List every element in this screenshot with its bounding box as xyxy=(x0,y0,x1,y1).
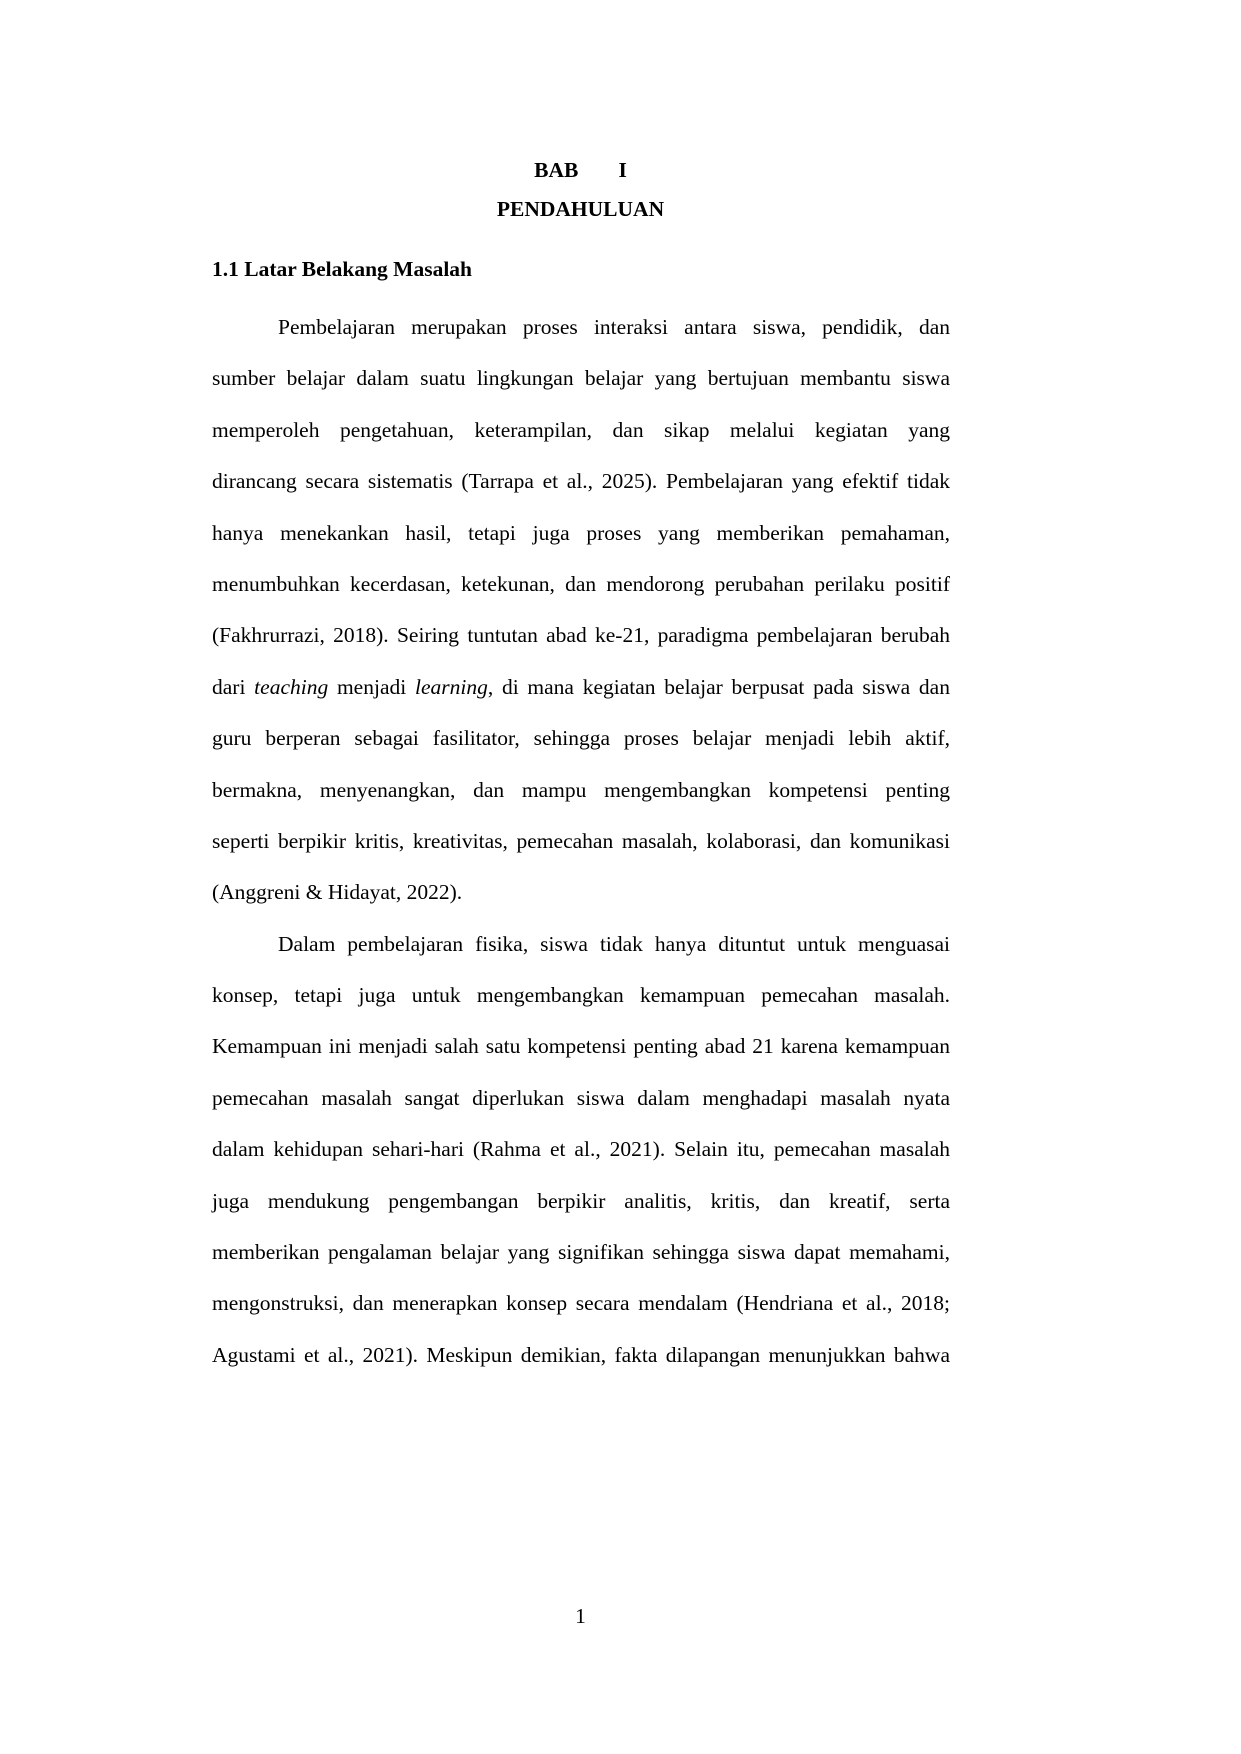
section-heading: 1.1 Latar Belakang Masalah xyxy=(212,257,473,281)
paragraph xyxy=(212,302,950,919)
text-line: Pembelajaran merupakan proses interaksi antara siswa, pendidik, dan xyxy=(278,315,950,339)
text-line: juga mendukung pengembangan berpikir analitis, kritis, dan kreatif, serta xyxy=(212,1188,950,1213)
text-segment: menjadi xyxy=(328,674,415,699)
text-segment: , di mana kegiatan belajar berpusat pada siswa dan xyxy=(487,674,950,699)
text-line: memperoleh pengetahuan, keterampilan, dan sikap melalui kegiatan yang xyxy=(212,417,950,442)
text-line: sumber belajar dalam suatu lingkungan belajar yang bertujuan membantu siswa xyxy=(212,366,950,391)
text-line: Kemampuan ini menjadi salah satu kompetensi penting abad 21 karena kemampuan xyxy=(212,1034,950,1059)
italic-term: teaching xyxy=(254,674,329,699)
text-line: seperti berpikir kritis, kreativitas, pemecahan masalah, kolaborasi, dan komunikasi xyxy=(212,828,950,853)
text-line: dalam kehidupan sehari-hari (Rahma et al., 2021). Selain itu, pemecahan masalah xyxy=(212,1137,950,1162)
text-line: Agustami et al., 2021). Meskipun demikian, fakta dilapangan menunjukkan bahwa xyxy=(212,1342,950,1367)
chapter-title: PENDAHULUAN xyxy=(496,197,665,221)
chapter-number: BAB I xyxy=(534,158,627,182)
paragraph xyxy=(212,919,950,1382)
italic-term: learning xyxy=(414,674,488,699)
text-line: mengonstruksi, dan menerapkan konsep secara mendalam (Hendriana et al., 2018; xyxy=(212,1291,950,1316)
text-line: pemecahan masalah sangat diperlukan siswa dalam menghadapi masalah nyata xyxy=(212,1085,950,1110)
text-line: (Fakhrurrazi, 2018). Seiring tuntutan abad ke-21, paradigma pembelajaran berubah xyxy=(212,623,950,648)
text-line: dirancang secara sistematis (Tarrapa et al., 2025). Pembelajaran yang efektif tidak xyxy=(212,469,950,494)
text-line: guru berperan sebagai fasilitator, sehingga proses belajar menjadi lebih aktif, xyxy=(212,726,950,751)
text-line xyxy=(212,662,950,713)
text-line: konsep, tetapi juga untuk mengembangkan kemampuan pemecahan masalah. xyxy=(212,983,950,1008)
text-segment: dari xyxy=(212,674,255,699)
text-line: memberikan pengalaman belajar yang signifikan sehingga siswa dapat memahami, xyxy=(212,1240,950,1265)
text-line: menumbuhkan kecerdasan, ketekunan, dan mendorong perubahan perilaku positif xyxy=(212,571,950,596)
text-line: bermakna, menyenangkan, dan mampu mengembangkan kompetensi penting xyxy=(212,777,950,802)
text-line: hanya menekankan hasil, tetapi juga proses yang memberikan pemahaman, xyxy=(212,520,950,545)
body-text xyxy=(212,302,950,1381)
page-number: 1 xyxy=(575,1604,586,1628)
text-line: (Anggreni & Hidayat, 2022). xyxy=(212,880,463,905)
text-line: Dalam pembelajaran fisika, siswa tidak hanya dituntut untuk menguasai xyxy=(278,931,950,956)
